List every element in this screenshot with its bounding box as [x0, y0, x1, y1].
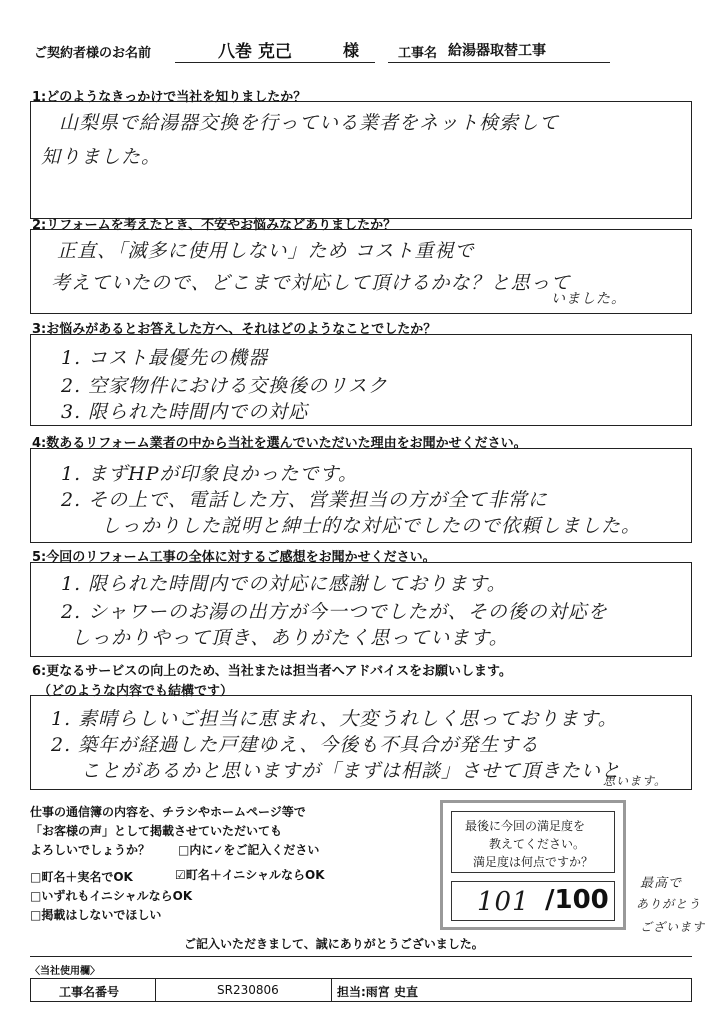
- answer-3-line-3: 3. 限られた時間内での対応: [61, 401, 309, 423]
- office-use-table: [30, 978, 692, 1002]
- office-number-value: SR230806: [217, 983, 279, 997]
- consent-note: □内に✓をご記入ください: [178, 843, 320, 857]
- question-4-label: 4:数あるリフォーム業者の中から当社を選んでいただいた理由をお聞かせください。: [32, 436, 527, 451]
- question-1-label: 1:どのようなきっかけで当社を知りましたか？: [32, 90, 307, 105]
- answer-4-line-1: 1. まずHPが印象良かったです。: [61, 463, 359, 485]
- customer-name-underline: [175, 62, 375, 63]
- satisfaction-note-1: 最高で: [640, 876, 683, 891]
- answer-box-1: [30, 101, 692, 219]
- answer-6-line-2: 2. 築年が経過した戸建ゆえ、今後も不具合が発生する: [51, 734, 540, 756]
- question-5-label: 5:今回のリフォーム工事の全体に対するご感想をお聞かせください。: [32, 550, 436, 565]
- answer-box-3: [30, 334, 692, 426]
- satisfaction-score: 101: [477, 887, 530, 917]
- answer-4-line-2: 2. その上で、電話した方、営業担当の方が全て非常に: [61, 489, 548, 511]
- customer-name: 八巻 克己: [218, 42, 292, 62]
- consent-line-1: 仕事の通信簿の内容を、チラシやホームページ等で: [30, 805, 306, 819]
- customer-name-label: ご契約者様のお名前: [34, 46, 152, 61]
- answer-box-6: [30, 695, 692, 790]
- satisfaction-question-2: 教えてください。: [489, 837, 586, 851]
- thanks-divider: [30, 956, 692, 957]
- satisfaction-note-3: ございます: [640, 920, 706, 934]
- answer-5-line-1: 1. 限られた時間内での対応に感謝しております。: [61, 573, 507, 595]
- consent-line-3: よろしいでしょうか？: [30, 843, 151, 857]
- office-divider-2: [331, 979, 332, 1001]
- question-2-label: 2:リフォームを考えたとき、不安やお悩みなどありましたか？: [32, 218, 397, 233]
- thanks-message: ご記入いただきまして、誠にありがとうございました。: [184, 937, 484, 951]
- question-6-sublabel: （どのような内容でも結構です）: [38, 684, 234, 699]
- satisfaction-question-1: 最後に今回の満足度を: [465, 819, 586, 833]
- answer-box-2: [30, 229, 692, 314]
- answer-1-line-2: 知りました。: [41, 146, 162, 168]
- question-3-label: 3:お悩みがあるとお答えした方へ、それはどのようなことでしたか？: [32, 322, 437, 337]
- work-name-label: 工事名: [398, 46, 438, 61]
- satisfaction-box: [440, 800, 626, 930]
- office-staff: 担当:雨宮 史直: [337, 985, 418, 999]
- satisfaction-max: /100: [545, 885, 609, 915]
- answer-2-line-3: いました。: [551, 291, 626, 307]
- satisfaction-question-3: 満足度は何点ですか？: [473, 855, 594, 869]
- consent-option-2[interactable]: ☑町名＋イニシャルならOK: [175, 868, 325, 882]
- consent-line-2: 「お客様の声」として掲載させていただいても: [30, 824, 283, 838]
- office-use-label: 〈当社使用欄〉: [30, 966, 100, 977]
- answer-1-line-1: 山梨県で給湯器交換を行っている業者をネット検索して: [59, 112, 560, 134]
- consent-option-4[interactable]: □掲載はしないでほしい: [30, 908, 162, 922]
- answer-box-5: [30, 562, 692, 657]
- answer-6-line-1: 1. 素晴らしいご担当に恵まれ、大変うれしく思っております。: [51, 708, 618, 730]
- consent-option-3[interactable]: □いずれもイニシャルならOK: [30, 889, 193, 903]
- answer-6-line-4: 思います。: [603, 774, 668, 788]
- answer-4-line-3: しっかりした説明と紳士的な対応でしたので依頼しました。: [101, 515, 642, 537]
- consent-option-1[interactable]: □町名＋実名でOK: [30, 870, 133, 884]
- answer-5-line-3: しっかりやって頂き、ありがたく思っています。: [71, 627, 509, 649]
- answer-3-line-2: 2. 空家物件における交換後のリスク: [61, 375, 388, 397]
- answer-5-line-2: 2. シャワーのお湯の出方が今一つでしたが、その後の対応を: [61, 601, 608, 623]
- answer-3-line-1: 1. コスト最優先の機器: [61, 347, 269, 369]
- honorific: 様: [343, 41, 360, 60]
- question-6-label: 6:更なるサービスの向上のため、当社または担当者へアドバイスをお願いします。: [32, 664, 512, 679]
- work-name-underline: [388, 62, 610, 63]
- answer-2-line-1: 正直、「滅多に使用しない」ため コスト重視で: [57, 240, 475, 262]
- answer-6-line-3: ことがあるかと思いますが「まずは相談」させて頂きたいと: [81, 760, 622, 782]
- office-number-label: 工事名番号: [59, 985, 120, 999]
- satisfaction-note-2: ありがとう: [636, 897, 702, 911]
- work-name: 給湯器取替工事: [448, 43, 546, 59]
- answer-box-4: [30, 448, 692, 543]
- office-divider-1: [155, 979, 156, 1001]
- answer-2-line-2: 考えていたので、どこまで対応して頂けるかな？と思って: [51, 272, 571, 294]
